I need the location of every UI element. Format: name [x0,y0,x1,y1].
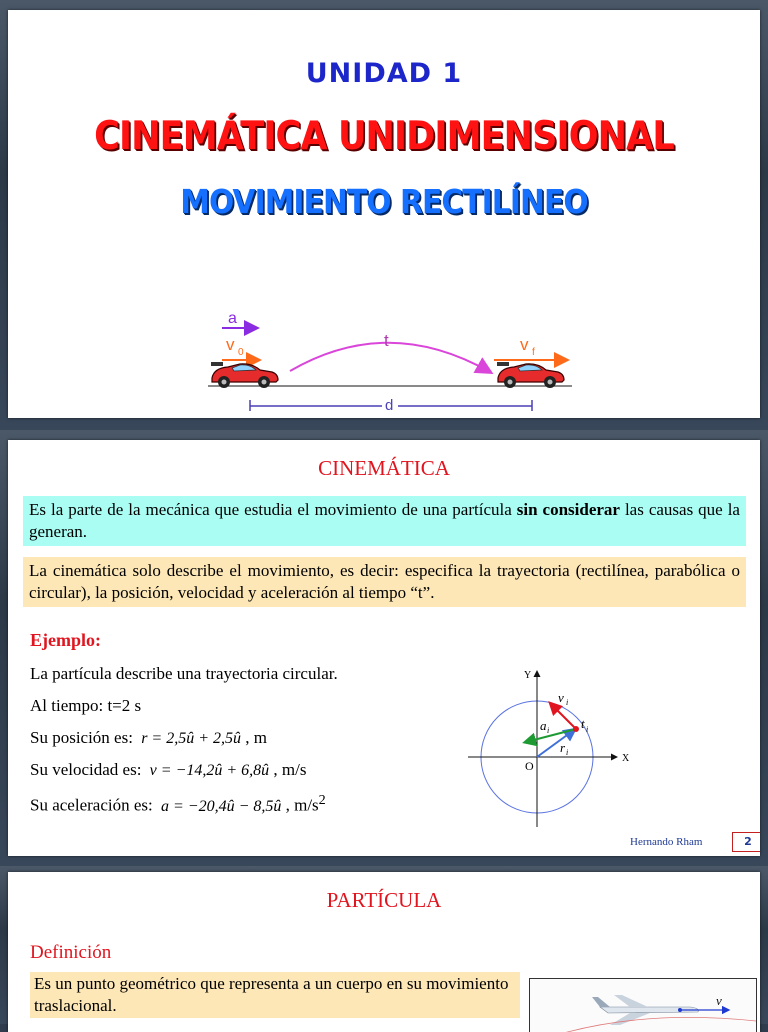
slide-title: PARTÍCULA [326,888,442,912]
definition-bold: sin considerar [516,500,620,519]
slide-1 [8,10,760,418]
position-vector-label: r [560,740,566,755]
particle-point [678,1008,682,1012]
position-equation: r = 2,5û + 2,5û [141,730,242,747]
time-arc [290,343,490,372]
origin-label: O [525,759,534,773]
definition-text: Es la parte de la mecánica que estudia el movimiento de una partícula [29,500,517,519]
example-line-acceleration [30,792,326,816]
description-text: La cinemática solo describe el movimiento, es decir: especifica la trayectoria (rectilínea, parabólica o circular), la posición, velocidad y aceleración al tiempo “t”. [29,561,740,602]
slide-2 [8,440,760,856]
time-label: t [384,331,389,350]
example-heading: Ejemplo: [30,630,101,650]
slide-subtitle: MOVIMIENTO RECTILÍNEO [180,182,588,221]
v0-label: v [226,335,235,354]
slide-title: CINEMÁTICA UNIDIMENSIONAL [94,114,674,159]
velocity-vector-label: v [558,690,564,705]
example-line-velocity [30,760,306,780]
airplane-illustration [530,979,757,1032]
slide-3 [8,872,760,1032]
position-label: Su posición es: [30,728,133,747]
vf-label: v [520,335,529,354]
time-index: i [586,725,589,734]
distance-label: d [385,397,394,411]
x-axis-label: X [622,753,630,764]
velocity-label: v [716,993,722,1008]
particle-dot [573,726,579,732]
acceleration-vector-label: a [540,718,547,733]
accel-label: a [228,310,237,327]
acceleration-equation: a = −20,4û − 8,5û [160,797,282,815]
velocity-unit: , m/s [273,760,307,779]
position-unit: , m [245,728,268,747]
velocity-label: Su velocidad es: [30,760,142,779]
position-vector-index: i [566,748,569,757]
acceleration-vector-index: i [547,726,550,735]
motion-diagram [198,296,588,411]
example-line-trajectory: La partícula describe una trayectoria circular. [30,664,338,683]
example-line-time: Al tiempo: t=2 s [30,696,142,715]
example-line-position [30,728,267,748]
velocity-vector-index: i [566,698,569,707]
definition-text-end: las causas que la generan. [29,500,740,541]
page-number: 2 [732,832,760,852]
acceleration-vector [526,729,576,742]
unit-label: UNIDAD 1 [305,58,463,89]
v0-subscript: 0 [238,347,244,358]
trajectory-curve [550,1017,756,1032]
acceleration-label: Su aceleración es: [30,795,153,815]
acceleration-unit-exponent: 2 [318,792,326,808]
description-box [23,557,746,607]
definition-box [23,496,746,546]
car-end [497,362,564,388]
time-label: t [581,716,585,731]
circular-trajectory-figure [456,662,636,832]
particle-definition-text: Es un punto geométrico que representa a un cuerpo en su movimiento traslacional. [34,974,509,1015]
vf-subscript: f [532,347,535,358]
car-start [211,362,278,388]
velocity-equation: v = −14,2û + 6,8û [149,762,270,779]
y-axis-label: Y [524,670,532,681]
acceleration-unit: , m/s [285,795,319,815]
particle-definition-box [30,972,520,1018]
slide-title: CINEMÁTICA [318,456,450,480]
definition-heading: Definición [30,942,112,963]
author-name: Hernando Rham [630,836,703,848]
